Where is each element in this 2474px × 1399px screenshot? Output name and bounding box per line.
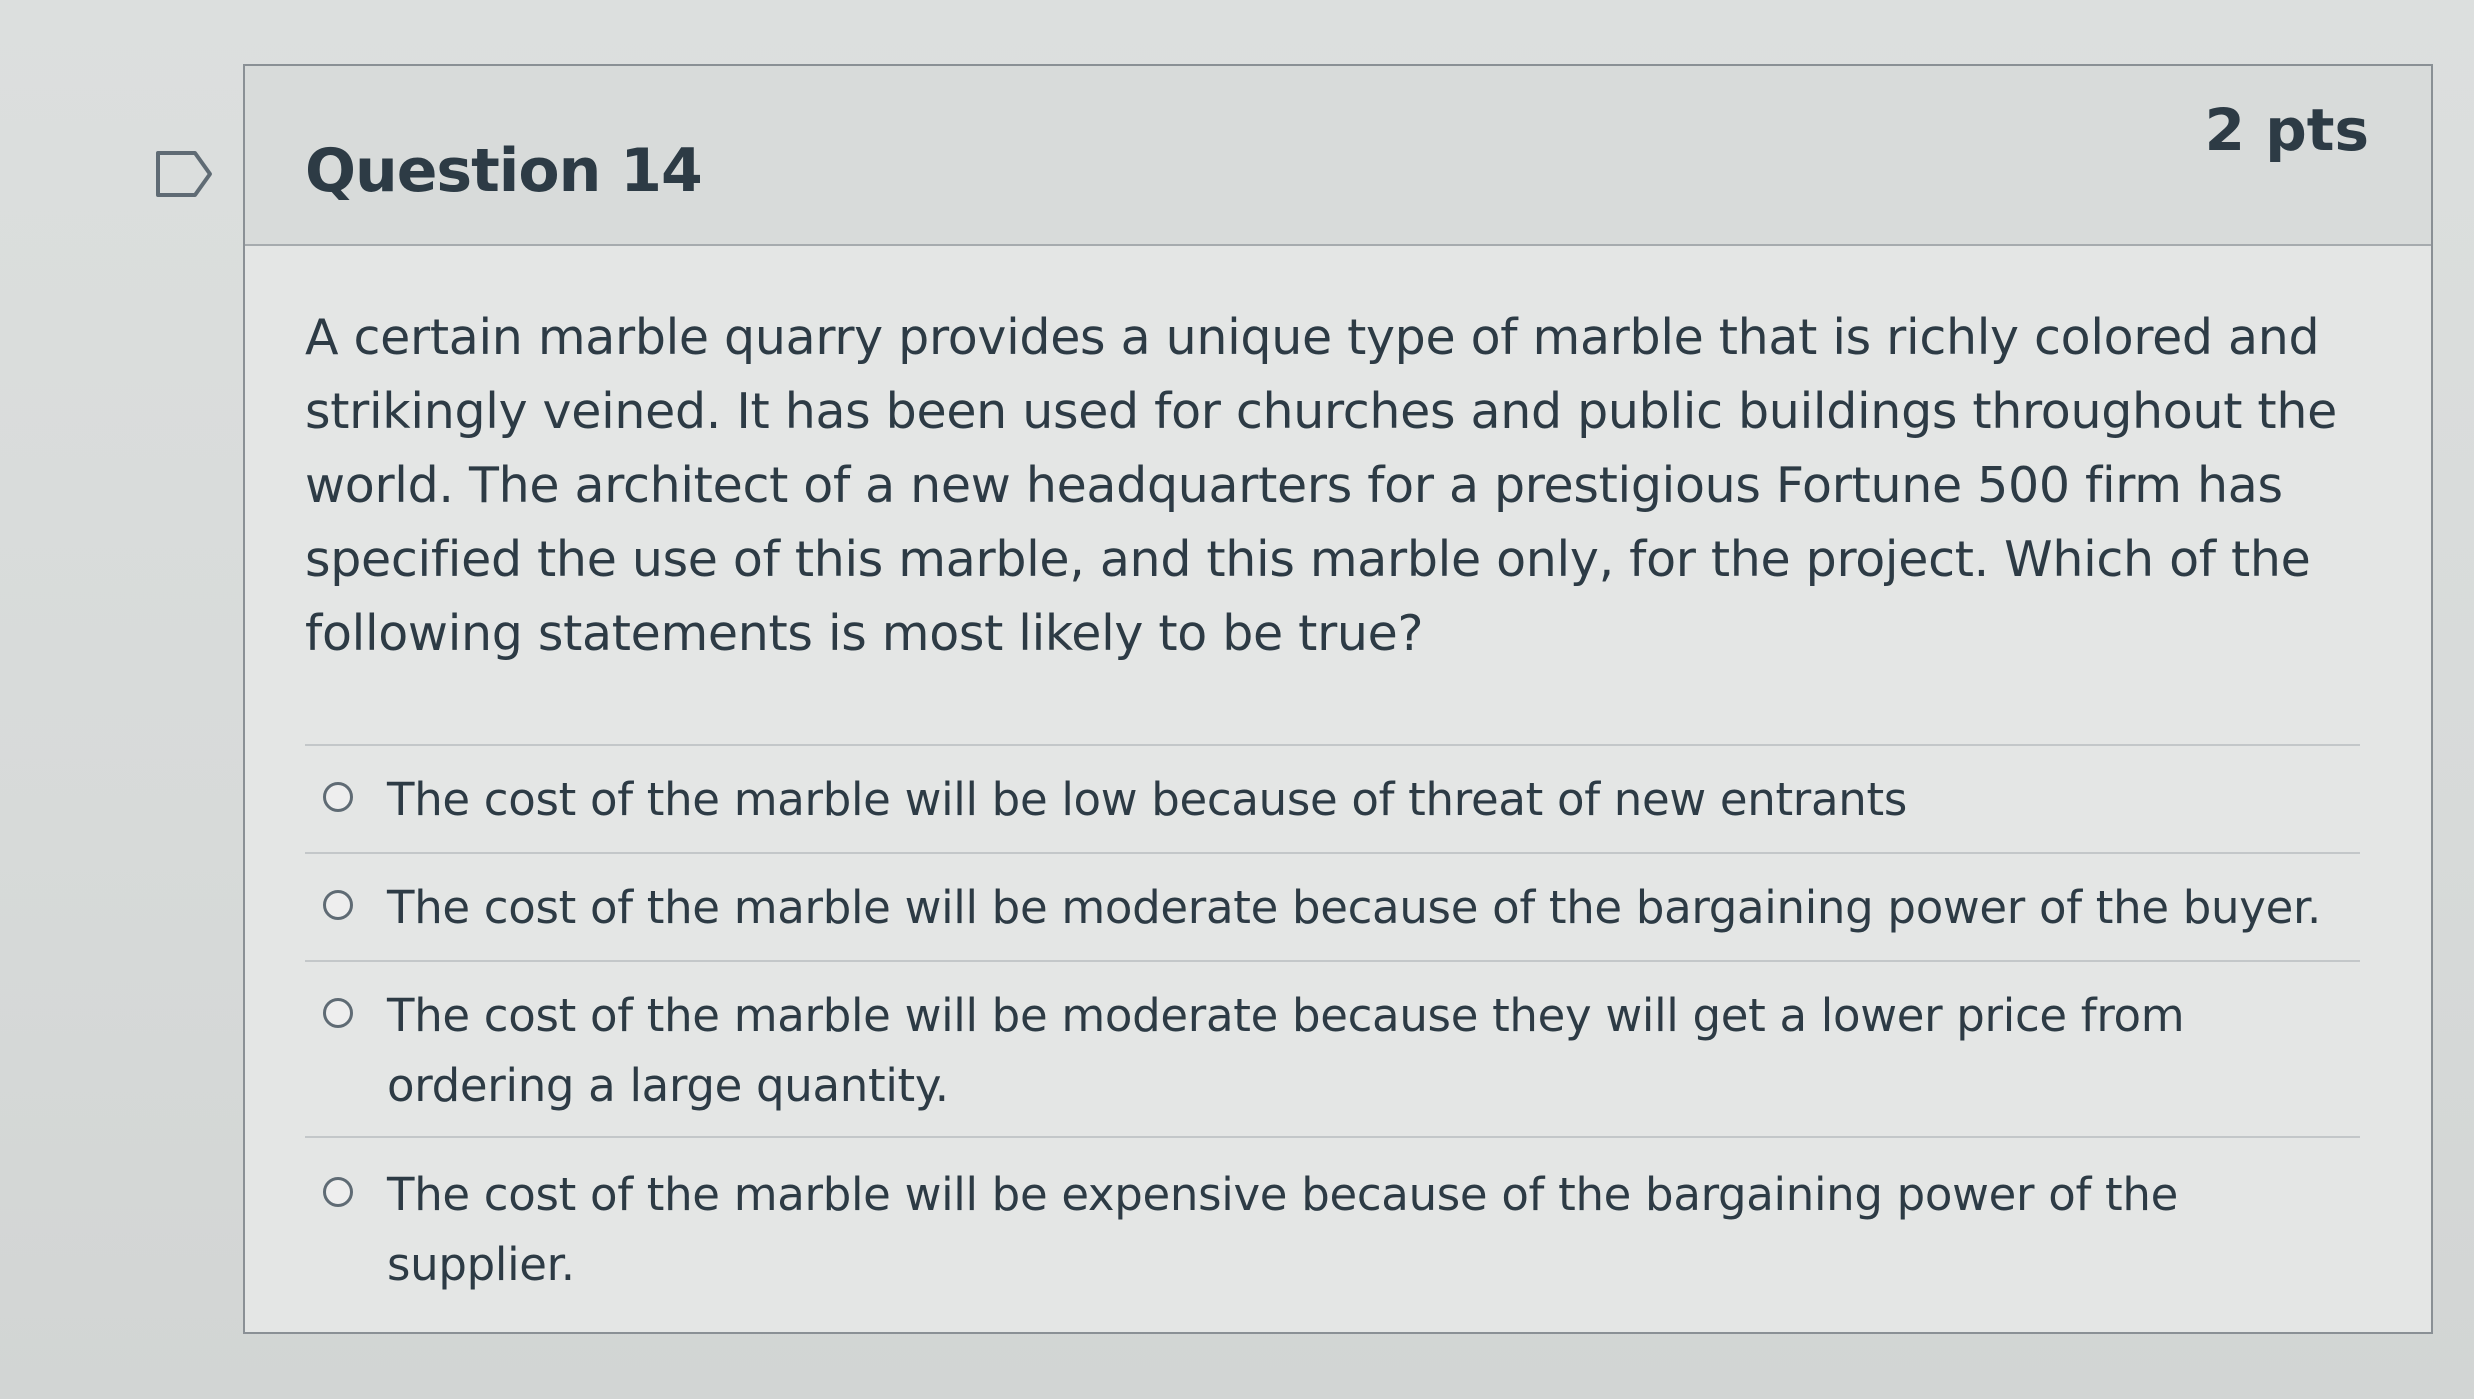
- answer-label-3: The cost of the marble will be moderate because they will get a lower price from ordering a large quantity.: [387, 989, 2185, 1112]
- answer-option-4[interactable]: [305, 1138, 2360, 1291]
- radio-button-2[interactable]: [323, 890, 353, 920]
- answer-list: [305, 744, 2360, 1291]
- question-points: 2 pts: [2204, 96, 2369, 164]
- question-text: A certain marble quarry provides a unique type of marble that is richly colored and strikingly veined. It has been used for churches and public buildings throughout the world. The architect of a new headquarters for a prestigious Fortune 500 firm has specified the use of this marble, and this marble only, for the project. Which of the following statements is most likely to be true?: [305, 309, 2337, 662]
- question-header: [245, 66, 2431, 246]
- answer-label-1: The cost of the marble will be low because of threat of new entrants: [387, 773, 1907, 826]
- radio-button-4[interactable]: [323, 1177, 353, 1207]
- answer-option-2[interactable]: [305, 854, 2360, 962]
- question-title: Question 14: [305, 136, 702, 206]
- question-card: [243, 64, 2433, 1334]
- answer-option-1[interactable]: [305, 746, 2360, 854]
- answer-option-3[interactable]: [305, 962, 2360, 1138]
- radio-button-1[interactable]: [323, 782, 353, 812]
- bookmark-flag-icon[interactable]: [155, 150, 213, 198]
- answer-label-2: The cost of the marble will be moderate because of the bargaining power of the buyer.: [387, 881, 2322, 934]
- radio-button-3[interactable]: [323, 998, 353, 1028]
- answer-label-4: The cost of the marble will be expensive because of the bargaining power of the supplier.: [387, 1168, 2178, 1291]
